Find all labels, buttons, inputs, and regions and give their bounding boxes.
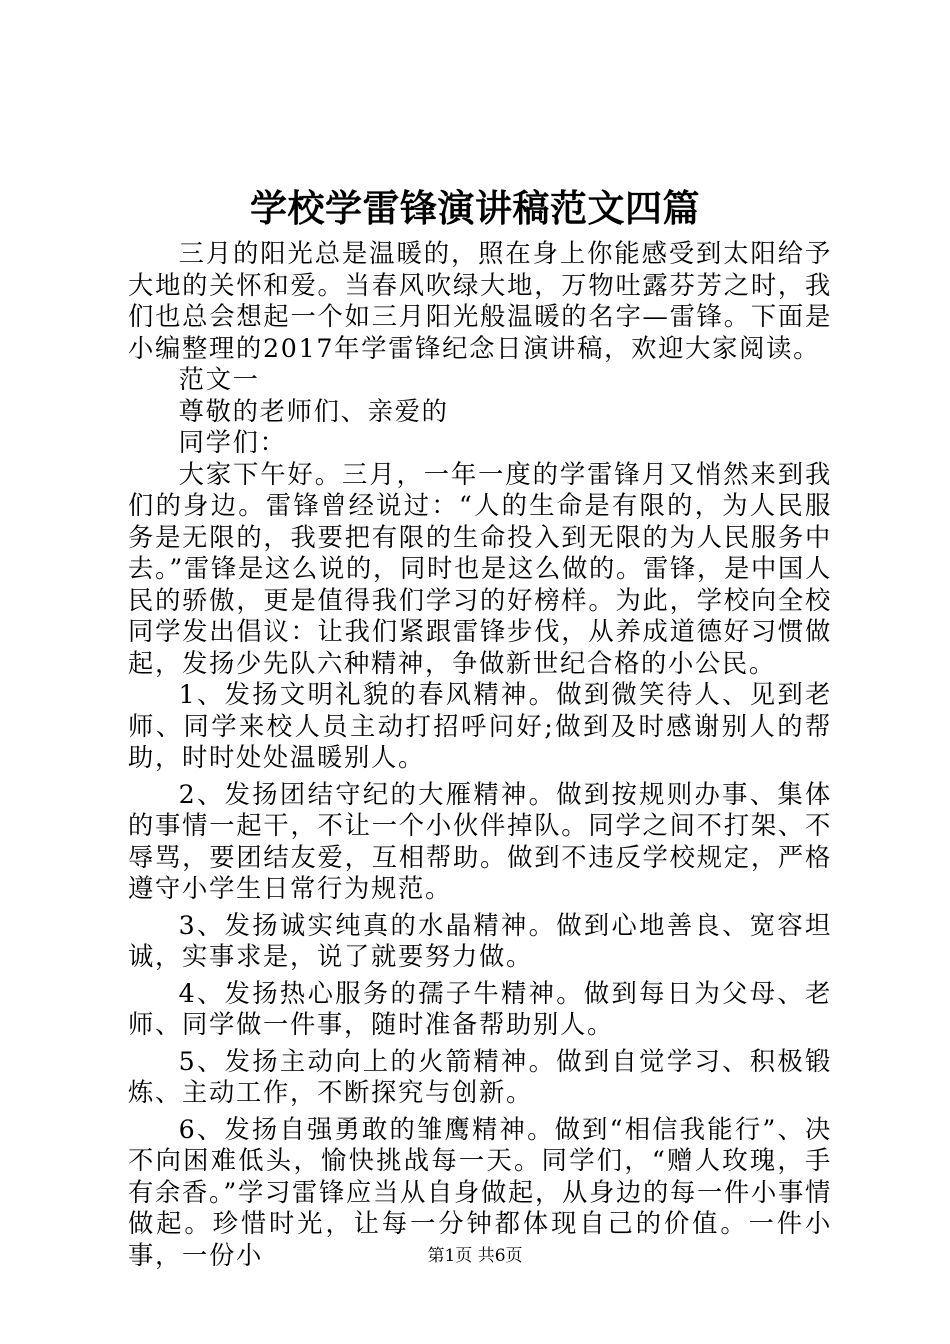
list-paragraph: 6、发扬自强勇敢的雏鹰精神。做到“相信我能行”、决不向困难低头，愉快挑战每一天。同学们，“赠人玫瑰，手有余香。”学习雷锋应当从自身做起，从身边的每一件小事情做起。珍惜时光，让每一分钟都体现自己的价值。一件小事，一份小 bbox=[128, 1114, 832, 1270]
list-paragraph: 5、发扬主动向上的火箭精神。做到自觉学习、积极锻炼、主动工作，不断探究与创新。 bbox=[128, 1046, 832, 1107]
salutation-line: 尊敬的老师们、亲爱的 bbox=[178, 396, 449, 426]
document-title: 学校学雷锋演讲稿范文四篇 bbox=[250, 186, 700, 230]
page-footer: 第1页 共6页 bbox=[427, 1246, 523, 1266]
intro-paragraph: 三月的阳光总是温暖的，照在身上你能感受到太阳给予大地的关怀和爱。当春风吹绿大地，万物吐露芬芳之时，我们也总会想起一个如三月阳光般温暖的名字—雷锋。下面是小编整理的2017年学雷锋纪念日演讲稿，欢迎大家阅读。 bbox=[128, 239, 832, 363]
salutation-line: 同学们： bbox=[178, 428, 287, 457]
document-body bbox=[128, 238, 832, 1271]
section-heading: 范文一 bbox=[178, 365, 260, 394]
list-paragraph: 2、发扬团结守纪的大雁精神。做到按规则办事、集体的事情一起干，不让一个小伙伴掉队。同学之间不打架、不辱骂，要团结友爱，互相帮助。做到不违反学校规定，严格遵守小学生日常行为规范。 bbox=[128, 779, 832, 903]
list-paragraph: 4、发扬热心服务的孺子牛精神。做到每日为父母、老师、同学做一件事，随时准备帮助别人。 bbox=[128, 978, 832, 1039]
body-paragraph: 大家下午好。三月，一年一度的学雷锋月又悄然来到我们的身边。雷锋曾经说过：“人的生命是有限的，为人民服务是无限的，我要把有限的生命投入到无限的为人民服务中去。”雷锋是这么说的，同时也是这么做的。雷锋，是中国人民的骄傲，更是值得我们学习的好榜样。为此，学校向全校同学发出倡议：让我们紧跟雷锋步伐，从养成道德好习惯做起，发扬少先队六种精神，争做新世纪合格的小公民。 bbox=[128, 459, 832, 678]
list-paragraph: 1、发扬文明礼貌的春风精神。做到微笑待人、见到老师、同学来校人员主动打招呼问好;做到及时感谢别人的帮助，时时处处温暖别人。 bbox=[128, 680, 832, 772]
list-paragraph: 3、发扬诚实纯真的水晶精神。做到心地善良、宽容坦诚，实事求是，说了就要努力做。 bbox=[128, 910, 832, 971]
